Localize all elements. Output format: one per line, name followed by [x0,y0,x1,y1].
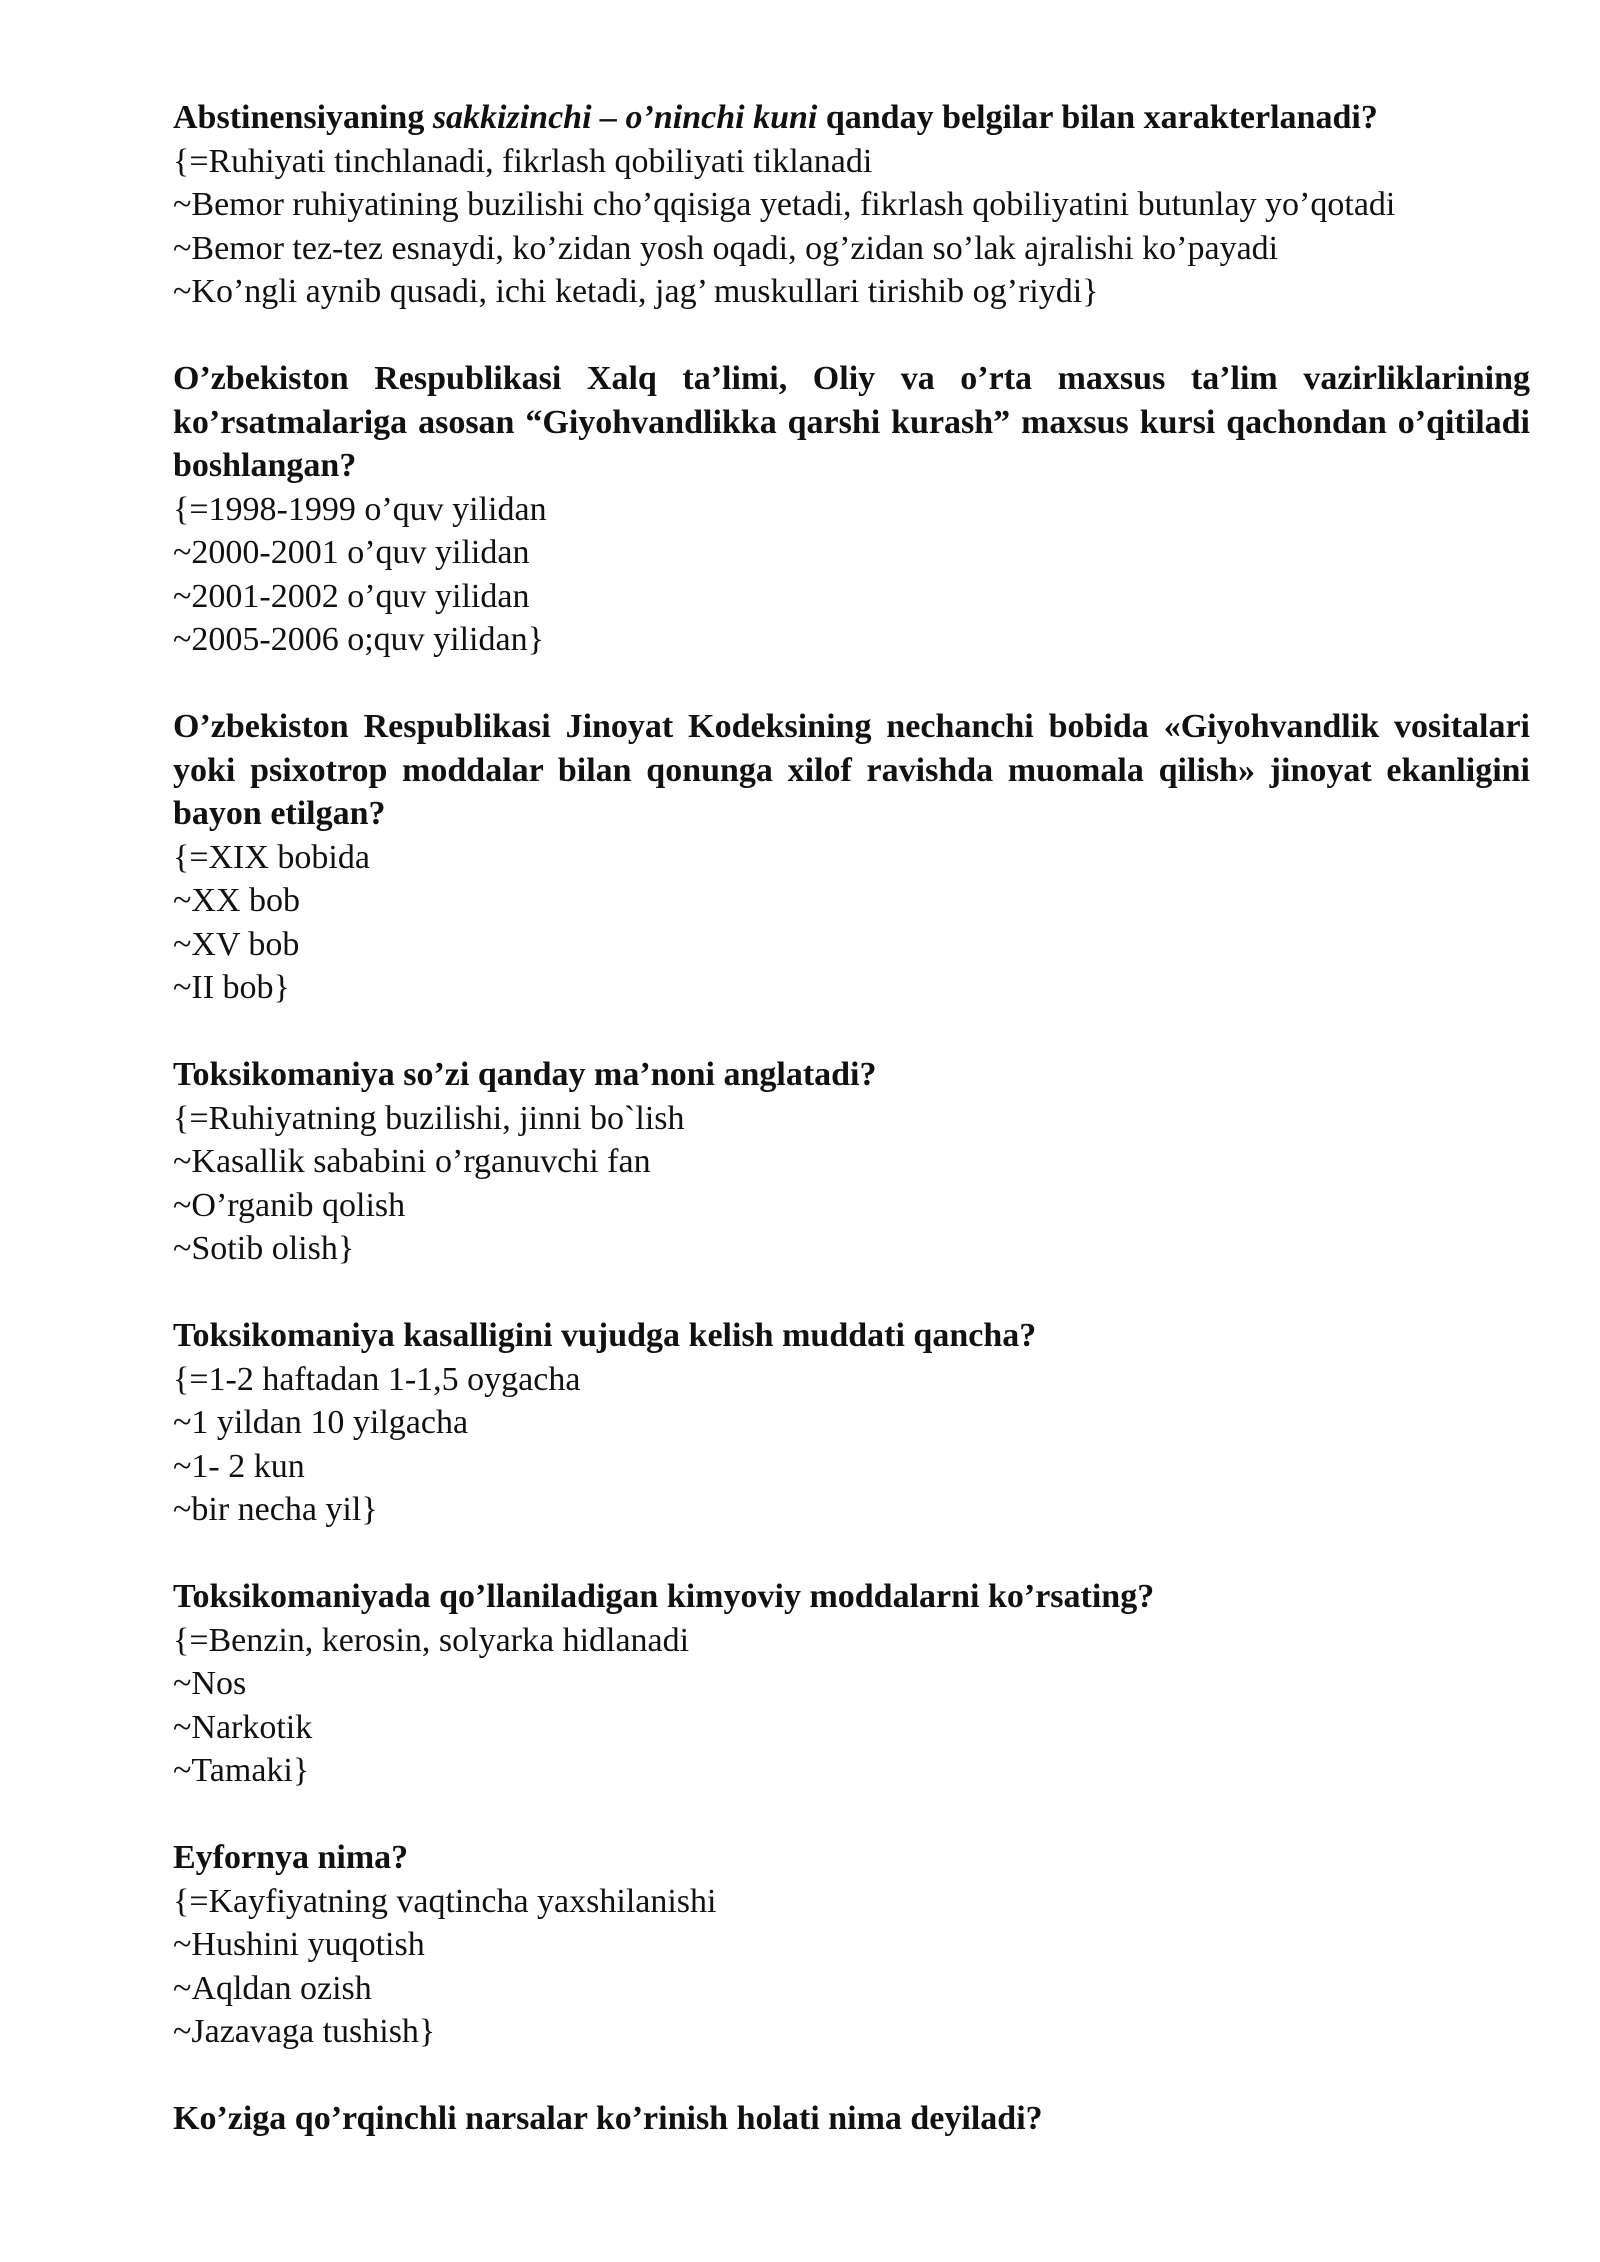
answer-option: {=Kayfiyatning vaqtincha yaxshilanishi [173,1882,717,1920]
answer-option: ~bir necha yil} [173,1491,378,1528]
answer-option: ~II bob} [173,969,290,1006]
answer-option: {=Ruhiyati tinchlanadi, fikrlash qobiliyati tiklanadi [173,142,873,180]
question-text: Toksikomaniya kasalligini vujudga kelish muddati qancha? [173,1317,1037,1354]
answer-option: ~Aqldan ozish [173,1969,372,2007]
answer-option: {=1-2 haftadan 1-1,5 oygacha [173,1360,581,1398]
answer-option: ~O’rganib qolish [173,1186,406,1224]
answer-option: ~Hushini yuqotish [173,1926,425,1963]
question-block-5 [173,1314,1530,1532]
answer-option: ~2000-2001 o’quv yilidan [173,534,530,571]
answer-option: ~Jazavaga tushish} [173,2013,436,2050]
answer-option: ~Bemor ruhiyatining buzilishi cho’qqisiga yetadi, fikrlash qobiliyatini butunlay yo’qotadi [173,186,1396,223]
document-page [173,96,1530,2184]
answer-option: ~2001-2002 o’quv yilidan [173,577,530,615]
answer-option: ~XV bob [173,925,300,963]
question-text: Ko’ziga qo’rqinchli narsalar ko’rinish holati nima deyiladi? [173,2100,1043,2137]
answer-option: ~2005-2006 o;quv yilidan} [173,621,544,658]
answer-option: ~Tamaki} [173,1752,310,1789]
question-block-7 [173,1836,1530,2054]
answer-option: {=Benzin, kerosin, solyarka hidlanadi [173,1621,690,1659]
question-block-2 [173,357,1530,662]
question-emphasis: sakkizinchi – o’ninchi kuni [432,99,818,136]
answer-option: {=XIX bobida [173,838,370,876]
answer-option: ~Nos [173,1665,247,1702]
answer-option: ~Sotib olish} [173,1230,355,1267]
answer-option: ~Kasallik sababini o’rganuvchi fan [173,1143,651,1180]
answer-option: ~Bemor tez-tez esnaydi, ko’zidan yosh oqadi, og’zidan so’lak ajralishi ko’payadi [173,229,1279,267]
question-block-4 [173,1053,1530,1271]
question-block-6 [173,1575,1530,1793]
question-block-8 [173,2097,1530,2141]
answer-option: ~Narkotik [173,1708,313,1746]
answer-option: ~XX bob [173,882,301,919]
question-text: Toksikomaniya so’zi qanday ma’noni anglatadi? [173,1056,877,1093]
answer-option: {=1998-1999 o’quv yilidan [173,490,547,528]
answer-option: ~1- 2 kun [173,1447,305,1485]
question-text: O’zbekiston Respublikasi Xalq ta’limi, Oliy va o’rta maxsus ta’lim vazirliklarining ko’rsatmalariga asosan “Giyohvandlikka qarshi kurash” maxsus kursi qachondan o’qitiladi boshlangan? [173,360,1530,484]
question-text: Toksikomaniyada qo’llaniladigan kimyoviy moddalarni ko’rsating? [173,1578,1155,1615]
question-text: Eyfornya nima? [173,1839,409,1876]
question-text: Abstinensiyaning sakkizinchi – o’ninchi kuni qanday belgilar bilan xarakterlanadi? [173,99,1378,136]
question-text: O’zbekiston Respublikasi Jinoyat Kodeksining nechanchi bobida «Giyohvandlik vositalari yoki psixotrop moddalar bilan qonunga xilof ravishda muomala qilish» jinoyat ekanligini bayon etilgan? [173,708,1530,832]
answer-option: ~1 yildan 10 yilgacha [173,1404,469,1441]
question-block-1 [173,96,1530,314]
answer-option: {=Ruhiyatning buzilishi, jinni bo`lish [173,1099,685,1137]
question-block-3 [173,705,1530,1010]
answer-option: ~Ko’ngli aynib qusadi, ichi ketadi, jag’ muskullari tirishib og’riydi} [173,273,1099,310]
